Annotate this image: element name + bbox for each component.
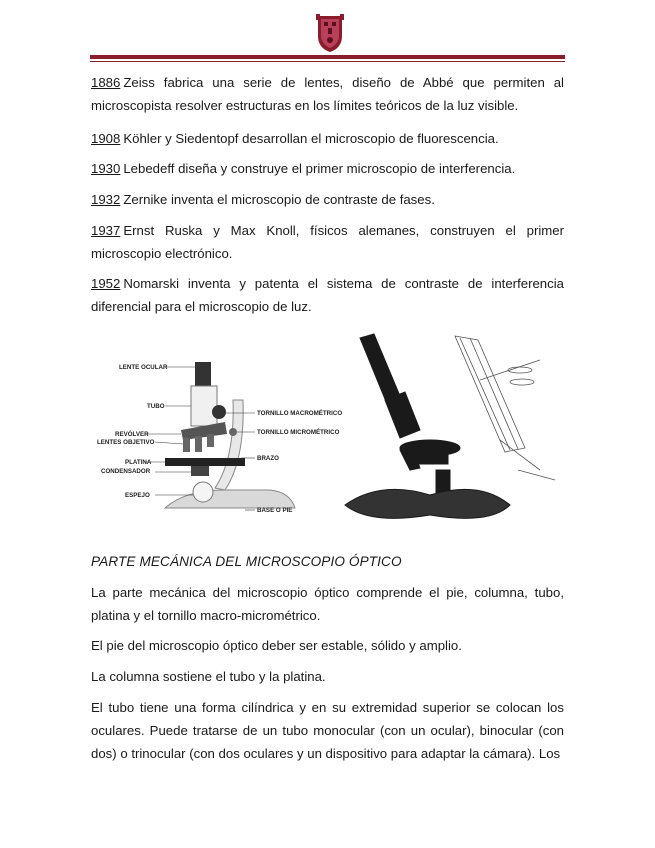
timeline-entry-1886: [91, 71, 564, 117]
label-base: BASE O PIE: [257, 507, 293, 514]
timeline-entry-1930: [91, 157, 564, 180]
section-paragraph: La parte mecánica del microscopio óptico comprende el pie, columna, tubo, platina y el tornillo macro-micrométrico.: [91, 585, 564, 623]
timeline-entry-1952: [91, 272, 564, 318]
year-label: 1952: [91, 276, 121, 291]
label-platina: PLATINA: [125, 459, 152, 466]
year-label: 1932: [91, 192, 121, 207]
section-paragraph: El tubo tiene una forma cilíndrica y en su extremidad superior se colocan los oculares. Puede tratarse de un tubo monocular (con un ocular), binocular (con dos) o trinocular (con dos oculares y un dispositivo para adaptar la cámara). Los: [91, 700, 564, 761]
label-revolver: REVÓLVER: [115, 431, 149, 438]
label-macro: TORNILLO MACROMÉTRICO: [257, 410, 343, 417]
entry-text: Zernike inventa el microscopio de contraste de fases.: [123, 192, 435, 207]
label-micro: TORNILLO MICROMÉTRICO: [257, 429, 340, 436]
section-paragraph: La columna sostiene el tubo y la platina.: [91, 669, 326, 684]
labeled-microscope-figure: [95, 340, 345, 530]
label-ocular: LENTE OCULAR: [119, 364, 168, 371]
label-espejo: ESPEJO: [125, 492, 150, 499]
year-label: 1908: [91, 131, 121, 146]
section-paragraph: El pie del microscopio óptico deber ser estable, sólido y amplio.: [91, 638, 462, 653]
timeline-entry-1932: [91, 188, 564, 211]
entry-text: Ernst Ruska y Max Knoll, físicos alemanes, construyen el primer microscopio electrónico.: [91, 223, 564, 261]
year-label: 1886: [91, 75, 121, 90]
entry-text: Nomarski inventa y patenta el sistema de contraste de interferencia diferencial para el microscopio de luz.: [91, 276, 564, 314]
engraved-microscope-figure: [340, 330, 570, 530]
label-brazo: BRAZO: [257, 455, 279, 462]
section-heading: PARTE MECÁNICA DEL MICROSCOPIO ÓPTICO: [91, 554, 402, 569]
label-tubo: TUBO: [147, 403, 165, 410]
header-rule: [90, 55, 565, 59]
timeline-entry-1937: [91, 219, 564, 265]
year-label: 1937: [91, 223, 121, 238]
entry-text: Zeiss fabrica una serie de lentes, diseño de Abbé que permiten al microscopista resolver estructuras en los límites teóricos de la luz visible.: [91, 75, 564, 113]
entry-text: Lebedeff diseña y construye el primer microscopio de interferencia.: [123, 161, 516, 176]
label-objetivo: LENTES OBJETIVO: [97, 439, 155, 446]
label-condensador: CONDENSADOR: [101, 468, 151, 475]
year-label: 1930: [91, 161, 121, 176]
timeline-entry-1908: [91, 127, 564, 150]
header-rule-thin: [90, 61, 565, 62]
entry-text: Köhler y Siedentopf desarrollan el microscopio de fluorescencia.: [123, 131, 499, 146]
institution-crest-logo: [314, 12, 346, 54]
